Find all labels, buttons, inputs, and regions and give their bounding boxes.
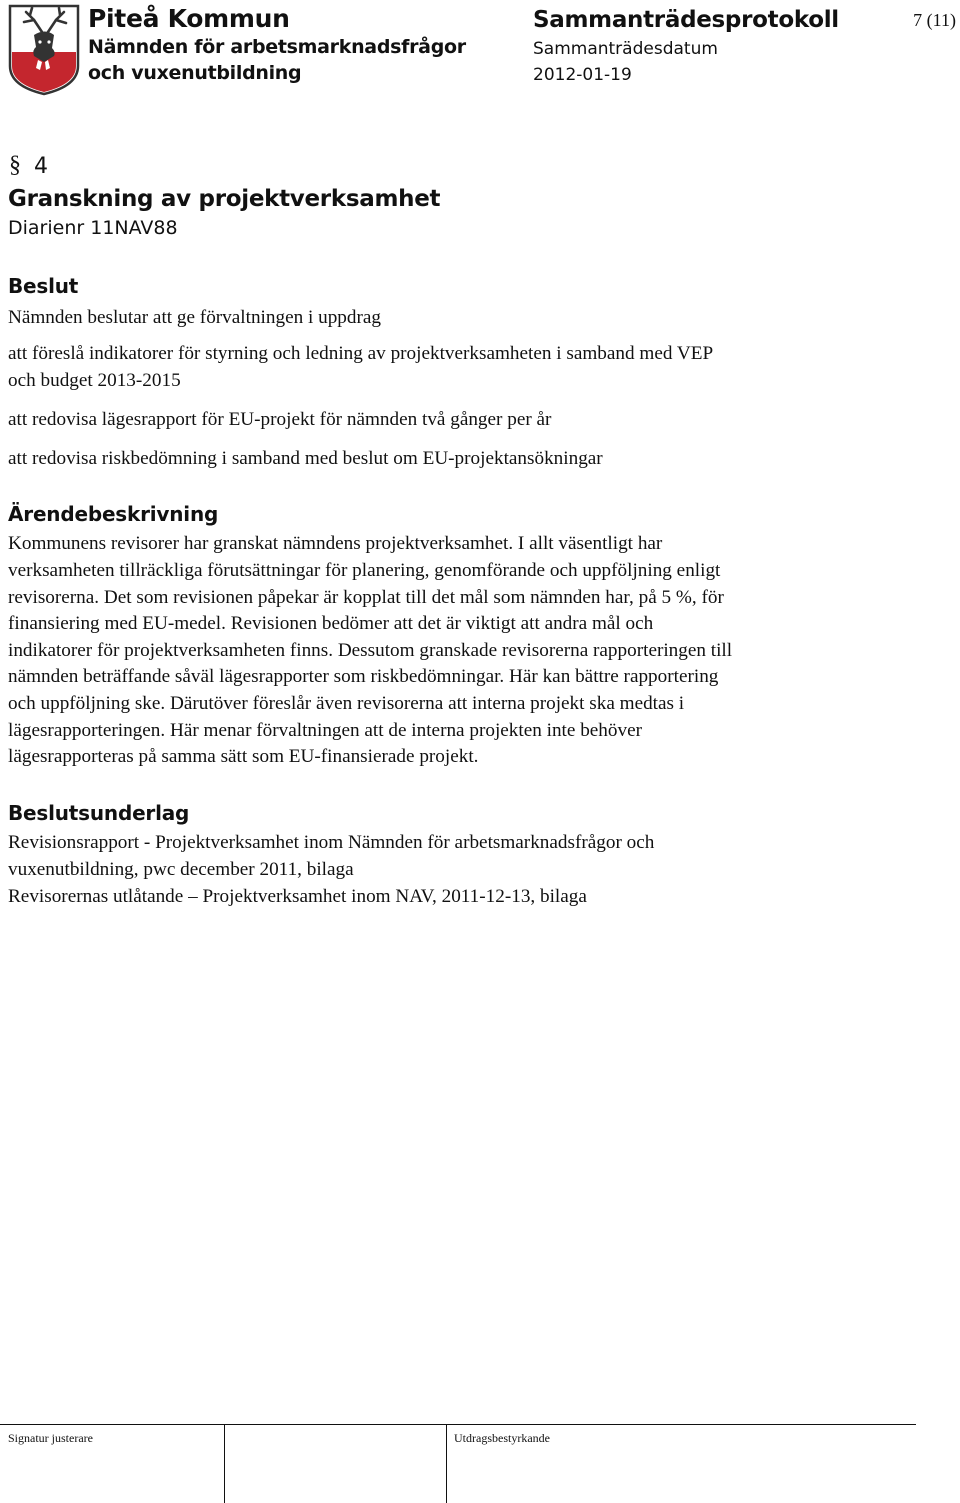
case-number: Diarienr 11NAV88	[8, 217, 178, 239]
board-name-line2: och vuxenutbildning	[88, 62, 302, 84]
decision-item-2: att redovisa lägesrapport för EU-projekt för nämnden två gånger per år	[8, 409, 552, 430]
section-title: Granskning av projektverksamhet	[8, 186, 441, 212]
signature-label: Signatur justerare	[8, 1431, 93, 1445]
case-description-line: nämnden beträffande såväl lägesrapporter som riskbedömningar. Här kan bättre rapportering	[8, 666, 719, 687]
organisation-block	[88, 4, 466, 86]
protocol-info-block	[533, 4, 839, 88]
case-description-line: lägesrapporteringen. Här menar förvaltningen att de interna projekten inte behöver	[8, 720, 642, 741]
footer-divider	[0, 1424, 916, 1425]
decision-basis-line: vuxenutbildning, pwc december 2011, bilaga	[8, 859, 354, 880]
board-name-line1: Nämnden för arbetsmarknadsfrågor	[88, 36, 466, 58]
footer-column-divider	[224, 1425, 225, 1503]
decision-item-1-line-1: att föreslå indikatorer för styrning och ledning av projektverksamheten i samband med VEP	[8, 343, 714, 364]
decision-item-3: att redovisa riskbedömning i samband med beslut om EU-projektansökningar	[8, 448, 603, 469]
case-description-line: verksamheten tillräckliga förutsättningar för planering, genomförande och uppföljning enligt	[8, 560, 721, 581]
case-description-line: revisorerna. Det som revisionen påpekar är kopplat till det mål som nämnden har, på 5 %, för	[8, 587, 724, 608]
signature-footer	[0, 1424, 916, 1503]
document-type: Sammanträdesprotokoll	[533, 7, 839, 33]
footer-column-divider	[446, 1425, 447, 1503]
case-description-line: finansiering med EU-medel. Revisionen bedömer att det är viktigt att andra mål och	[8, 613, 654, 634]
paragraph-sign: §	[9, 152, 21, 178]
pitea-reindeer-logo	[4, 2, 84, 96]
decision-item-1-line-2: och budget 2013-2015	[8, 370, 181, 391]
decision-basis-line: Revisorernas utlåtande – Projektverksamhet inom NAV, 2011-12-13, bilaga	[8, 886, 587, 907]
case-description-line: Kommunens revisorer har granskat nämndens projektverksamhet. I allt väsentligt har	[8, 533, 663, 554]
case-description-line: lägesrapporteras på samma sätt som EU-finansierade projekt.	[8, 746, 479, 767]
decision-basis-heading: Beslutsunderlag	[8, 801, 190, 825]
decision-intro: Nämnden beslutar att ge förvaltningen i uppdrag	[8, 307, 381, 328]
section-number: 4	[34, 154, 48, 179]
decision-heading: Beslut	[8, 274, 79, 298]
case-description-heading: Ärendebeskrivning	[8, 502, 219, 526]
municipality-name: Piteå Kommun	[88, 4, 290, 33]
meeting-date: 2012-01-19	[533, 65, 632, 85]
decision-basis-line: Revisionsrapport - Projektverksamhet inom Nämnden för arbetsmarknadsfrågor och	[8, 832, 655, 853]
case-description-line: och uppföljning ske. Därutöver föreslår även revisorerna att interna projekt ska medtas i	[8, 693, 685, 714]
page-number: 7 (11)	[913, 10, 956, 30]
case-description-line: indikatorer för projektverksamheten finns. Dessutom granskade revisorerna rapporteringen till	[8, 640, 733, 661]
meeting-date-label: Sammanträdesdatum	[533, 39, 718, 59]
certified-extract-label: Utdragsbestyrkande	[454, 1431, 550, 1445]
